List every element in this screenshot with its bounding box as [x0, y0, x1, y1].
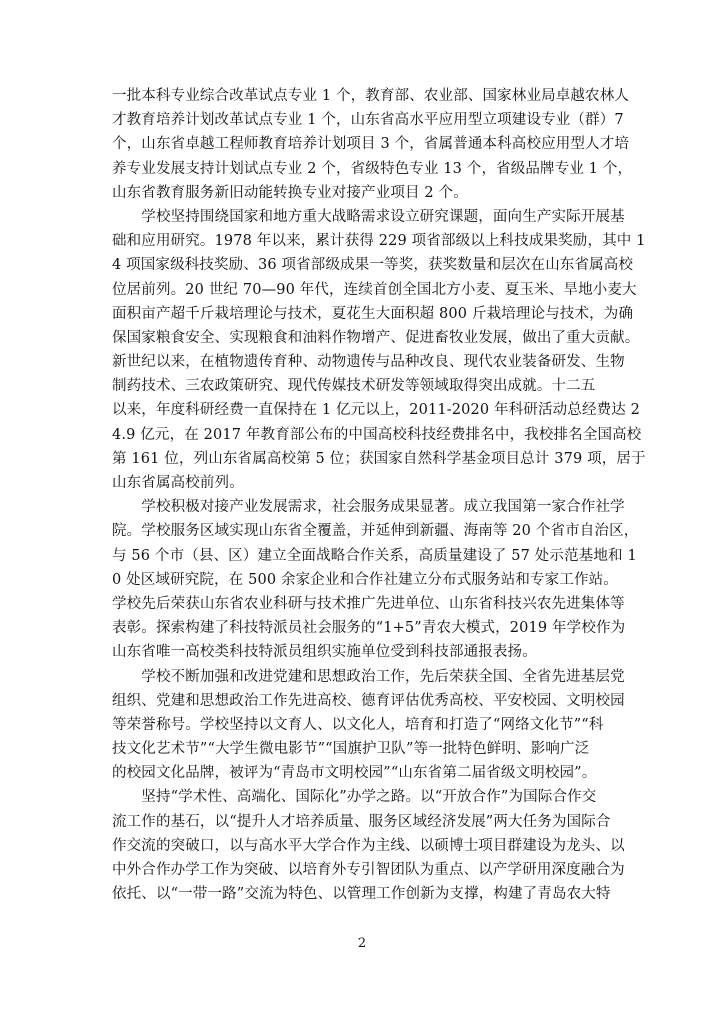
text-line: 0 处区域研究院，在 500 余家企业和合作社建立分布式服务站和专家工作站。: [112, 571, 618, 588]
text-line: 院。学校服务区域实现山东省全覆盖，并延伸到新疆、海南等 20 个省市自治区，: [112, 523, 639, 540]
text-line: 面积亩产超千斤栽培理论与技术，夏花生大面积超 800 斤栽培理论与技术，为确: [112, 305, 634, 322]
text-line: 山东省教育服务新旧动能转换专业对接产业项目 2 个。: [112, 184, 468, 201]
text-line: 学校积极对接产业发展需求，社会服务成果显著。成立我国第一家合作社学: [112, 499, 625, 516]
text-line: 表彰。探索构建了科技特派员社会服务的“1+5”青农大模式，2019 年学校作为: [112, 620, 626, 637]
text-line: 等荣誉称号。学校坚持以文育人、以文化人，培育和打造了“网络文化节”“科: [112, 716, 604, 733]
text-line: 坚持“学术性、高端化、国际化”办学之路。以“开放合作”为国际合作交: [112, 789, 597, 806]
text-line: 中外合作办学工作为突破、以培育外专引智团队为重点、以产学研用深度融合为: [112, 862, 625, 878]
document-body: [112, 84, 646, 906]
text-line: 山东省唯一高校类科技特派员组织实施单位受到科技部通报表扬。: [112, 644, 537, 661]
text-line: 作交流的突破口，以与高水平大学合作为主线、以硕博士项目群建设为龙头、以: [112, 837, 625, 854]
text-line: 位居前列。20 世纪 70—90 年代，连续首创全国北方小麦、夏玉米、旱地小麦大: [112, 281, 637, 298]
text-line: 组织、党建和思想政治工作先进高校、德育评估优秀高校、平安校园、文明校园: [112, 692, 625, 709]
text-line: 流工作的基石，以“提升人才培养质量、服务区域经济发展”两大任务为国际合: [112, 813, 611, 830]
text-line: 才教育培养计划改革试点专业 1 个，山东省高水平应用型立项建设专业（群）7: [112, 112, 624, 129]
text-line: 制药技术、三农政策研究、现代传媒技术研发等领域取得突出成就。十二五: [112, 378, 596, 395]
text-line: 学校坚持围绕国家和地方重大战略需求设立研究课题，面向生产实际开展基: [112, 208, 625, 225]
text-line: 与 56 个市（县、区）建立全面战略合作关系，高质量建设了 57 处示范基地和 1: [112, 547, 637, 564]
text-line: 第 161 位，列山东省属高校第 5 位；获国家自然科学基金项目总计 379 项，居于: [112, 450, 646, 467]
text-line: 个，山东省卓越工程师教育培养计划项目 3 个，省属普通本科高校应用型人才培: [112, 136, 629, 153]
text-line: 山东省属高校前列。: [112, 475, 244, 491]
text-line: 础和应用研究。1978 年以来，累计获得 229 项省部级以上科技成果奖励，其中 1: [112, 233, 646, 250]
text-line: 保国家粮食安全、实现粮食和油料作物增产、促进畜牧业发展，做出了重大贡献。: [112, 329, 640, 346]
text-line: 一批本科专业综合改革试点专业 1 个，教育部、农业部、国家林业局卓越农林人: [112, 88, 629, 104]
text-line: 新世纪以来，在植物遗传育种、动物遗传与品种改良、现代农业装备研发、生物: [112, 354, 625, 371]
text-line: 4 项国家级科技奖励、36 项省部级成果一等奖，获奖数量和层次在山东省属高校: [112, 257, 634, 274]
text-line: 技文化艺术节”“大学生微电影节”“国旗护卫队”等一批特色鲜明、影响广泛: [112, 741, 590, 758]
text-line: 以来，年度科研经费一直保持在 1 亿元以上，2011-2020 年科研活动总经费达 2: [112, 402, 641, 419]
text-line: 的校园文化品牌，被评为“青岛市文明校园”“山东省第二届省级文明校园”。: [112, 765, 597, 782]
text-line: 学校先后荣获山东省农业科研与技术推广先进单位、山东省科技兴农先进集体等: [112, 595, 625, 612]
text-line: 养专业发展支持计划试点专业 2 个，省级特色专业 13 个，省级品牌专业 1 个，: [112, 160, 633, 177]
text-line: 4.9 亿元，在 2017 年教育部公布的中国高校科技经费排名中，我校排名全国高校: [112, 426, 642, 443]
text-line: 依托、以“一带一路”交流为特色、以管理工作创新为支撑，构建了青岛农大特: [112, 886, 611, 903]
text-line: 学校不断加强和改进党建和思想政治工作，先后荣获全国、全省先进基层党: [112, 668, 625, 685]
page-number: 2: [357, 936, 367, 951]
